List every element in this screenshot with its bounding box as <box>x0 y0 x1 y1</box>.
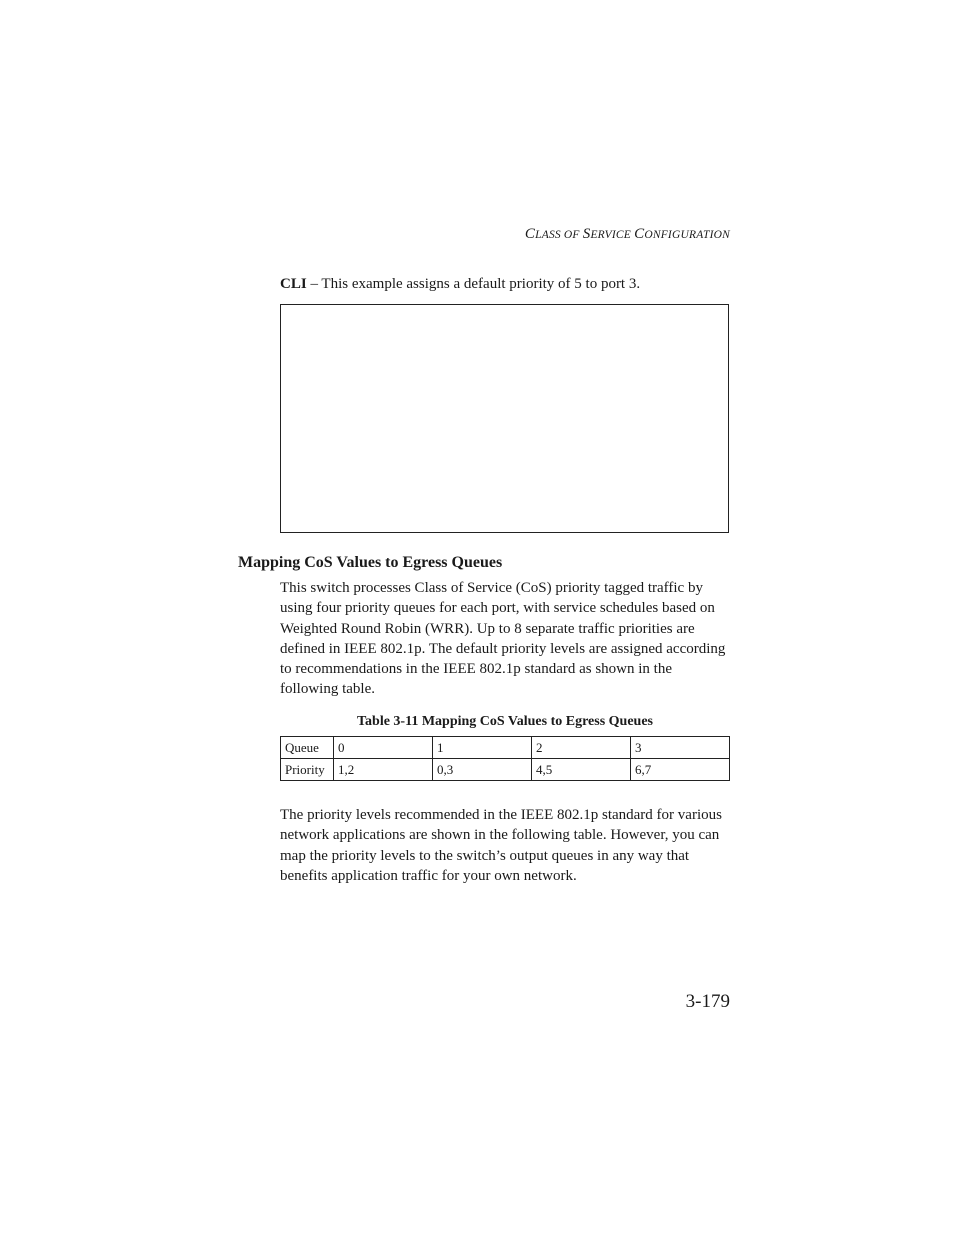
cli-example-box <box>280 304 729 533</box>
cos-queue-table <box>280 736 730 781</box>
running-header: CLASS OF SERVICE CONFIGURATION <box>524 226 730 242</box>
paragraph-line: This switch processes Class of Service (CoS) priority tagged traffic by <box>280 580 703 596</box>
cli-label: CLI <box>280 276 307 292</box>
table-cell: 2 <box>531 737 630 759</box>
paragraph-line: using four priority queues for each port, with service schedules based on <box>280 600 715 617</box>
paragraph-line: map the priority levels to the switch’s output queues in any way that <box>280 847 690 864</box>
table-row <box>281 737 730 759</box>
paragraph-line: following table. <box>280 681 375 698</box>
paragraph-line: to recommendations in the IEEE 802.1p standard as shown in the <box>280 661 672 678</box>
table-cell: Queue <box>281 737 334 759</box>
table-cell: 0 <box>333 737 432 759</box>
table-caption: Table 3-11 Mapping CoS Values to Egress Queues <box>356 714 653 729</box>
table-cell: 1 <box>432 737 531 759</box>
table-cell: 4,5 <box>531 759 630 781</box>
page-number: 3-179 <box>685 991 730 1012</box>
paragraph-line: benefits application traffic for your own network. <box>280 867 577 884</box>
cli-text: – This example assigns a default priority of 5 to port 3. <box>306 276 641 292</box>
section-heading: Mapping CoS Values to Egress Queues <box>238 554 503 571</box>
paragraph-line: defined in IEEE 802.1p. The default priority levels are assigned according <box>280 640 726 657</box>
cli-intro <box>280 276 640 293</box>
table-cell: 6,7 <box>630 759 729 781</box>
table-cell: Priority <box>281 759 334 781</box>
table-cell: 1,2 <box>333 759 432 781</box>
paragraph-line: network applications are shown in the following table. However, you can <box>280 827 720 844</box>
recommendation-paragraph <box>280 805 735 886</box>
paragraph-line: Weighted Round Robin (WRR). Up to 8 separate traffic priorities are <box>280 620 695 637</box>
paragraph-line: The priority levels recommended in the IEEE 802.1p standard for various <box>280 807 722 823</box>
table-row <box>281 759 730 781</box>
intro-paragraph <box>280 578 735 700</box>
table-cell: 0,3 <box>432 759 531 781</box>
table-cell: 3 <box>630 737 729 759</box>
